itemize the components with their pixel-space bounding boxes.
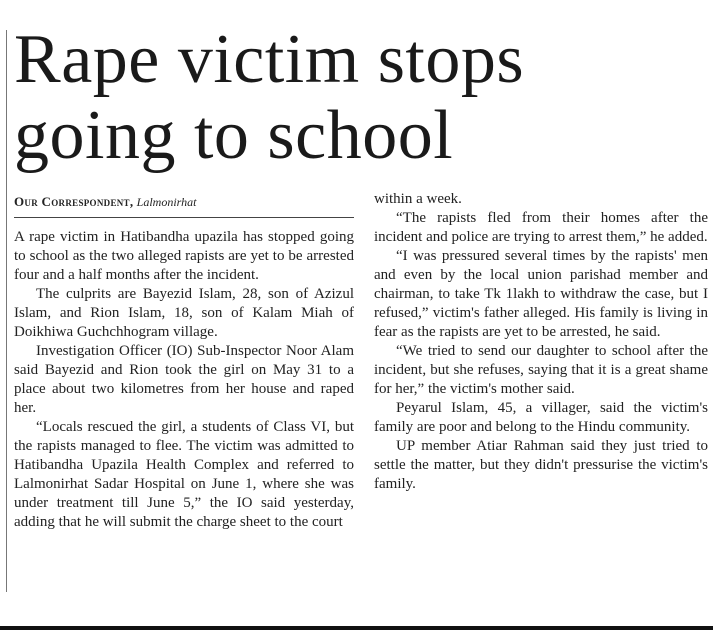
paragraph: “The rapists fled from their homes after the incident and police are trying to arrest them,” he added. bbox=[374, 210, 708, 245]
bottom-divider bbox=[0, 626, 713, 630]
paragraph: “Locals rescued the girl, a students of Class VI, but the rapists managed to flee. The victim was admitted to Hatibandha Upazila Health Complex and referred to Lalmonirhat Sadar Hospital on June 1, where she was under treatment till June 5,” the IO said yesterday, adding that he will submit the charge sheet to the court bbox=[14, 419, 354, 530]
byline-author: Our Correspondent, bbox=[14, 194, 134, 209]
byline-location: Lalmonirhat bbox=[136, 195, 197, 209]
paragraph: A rape victim in Hatibandha upazila has stopped going to school as the two alleged rapists are yet to be arrested four and a half months after the incident. bbox=[14, 229, 354, 283]
byline-divider bbox=[14, 217, 354, 218]
column-rule bbox=[6, 30, 7, 592]
article-column-1 bbox=[14, 228, 354, 532]
paragraph: Peyarul Islam, 45, a villager, said the victim's family are poor and belong to the Hindu community. bbox=[374, 400, 708, 435]
headline: Rape victim stops going to school bbox=[14, 21, 525, 174]
paragraph: within a week. bbox=[374, 191, 462, 207]
byline bbox=[14, 194, 354, 210]
paragraph: “We tried to send our daughter to school after the incident, but she refuses, saying that it is a great shame for her,” the victim's mother said. bbox=[374, 343, 708, 397]
article-column-2 bbox=[374, 190, 708, 494]
paragraph: “I was pressured several times by the rapists' men and even by the local union parishad member and chairman, to take Tk 1lakh to withdraw the case, but I refused,” victim's father alleged. His family is living in fear as the rapists are yet to be arrested, he said. bbox=[374, 248, 708, 340]
paragraph: Investigation Officer (IO) Sub-Inspector Noor Alam said Bayezid and Rion took the girl on May 31 to a place about two kilometres from her house and raped her. bbox=[14, 343, 354, 416]
paragraph: UP member Atiar Rahman said they just tried to settle the matter, but they didn't pressurise the victim's family. bbox=[374, 438, 708, 492]
paragraph: The culprits are Bayezid Islam, 28, son of Azizul Islam, and Rion Islam, 18, son of Kalam Miah of Doikhiwa Guchchhogram village. bbox=[14, 286, 354, 340]
